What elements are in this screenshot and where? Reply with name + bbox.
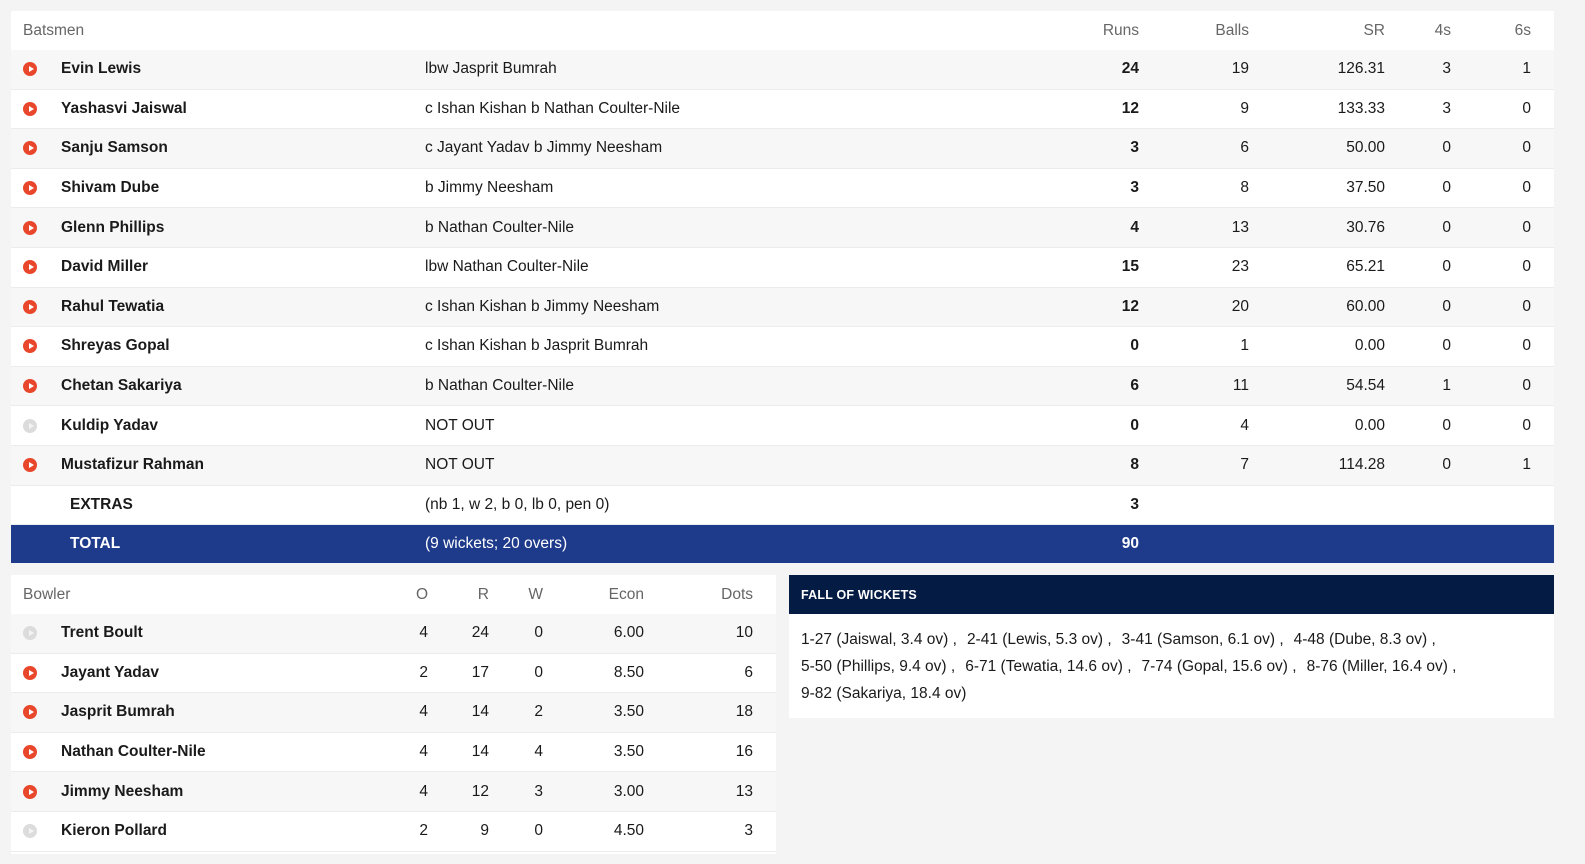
- batsman-strike-rate: 30.76: [1346, 218, 1385, 236]
- batsman-name: Shreyas Gopal: [61, 337, 170, 355]
- bowler-dots: 10: [735, 624, 753, 642]
- batsman-sixes: 0: [1522, 139, 1531, 157]
- batsman-runs: 12: [1121, 99, 1139, 117]
- batsman-balls: 11: [1232, 377, 1249, 395]
- bowler-overs: 4: [419, 782, 428, 800]
- batsman-balls: 7: [1240, 456, 1249, 474]
- batting-header-sr: SR: [1363, 21, 1385, 39]
- bowler-overs: 2: [419, 822, 428, 840]
- batsman-balls: 8: [1240, 179, 1249, 197]
- batsman-strike-rate: 133.33: [1337, 99, 1385, 117]
- dismissal-text: lbw Nathan Coulter-Nile: [425, 258, 589, 276]
- bowler-dots: 6: [744, 663, 753, 681]
- bowling-scorecard: [11, 575, 776, 854]
- batsman-name: Chetan Sakariya: [61, 377, 182, 395]
- bowler-row: [11, 614, 776, 654]
- batsman-row: [11, 406, 1554, 446]
- bowler-wickets: 3: [534, 782, 543, 800]
- bowler-wickets: 2: [534, 703, 543, 721]
- dismissal-text: NOT OUT: [425, 456, 495, 474]
- wicket-entry: 2-41 (Lewis, 5.3 ov) ,: [966, 631, 1112, 648]
- batsman-balls: 4: [1240, 416, 1249, 434]
- play-icon-disabled: [23, 419, 37, 433]
- wicket-entry: 6-71 (Tewatia, 14.6 ov) ,: [965, 658, 1132, 675]
- batsman-fours: 0: [1442, 139, 1451, 157]
- batsman-runs: 0: [1130, 337, 1139, 355]
- dismissal-text: b Jimmy Neesham: [425, 179, 554, 197]
- wicket-entry: 7-74 (Gopal, 15.6 ov) ,: [1141, 658, 1297, 675]
- bowler-dots: 3: [744, 822, 753, 840]
- batsman-name: Yashasvi Jaiswal: [61, 99, 187, 117]
- batsman-sixes: 0: [1522, 179, 1531, 197]
- batsman-row: [11, 288, 1554, 328]
- dismissal-text: lbw Jasprit Bumrah: [425, 60, 557, 78]
- play-icon[interactable]: [23, 62, 37, 76]
- batsman-name: Shivam Dube: [61, 179, 160, 197]
- dismissal-text: c Ishan Kishan b Nathan Coulter-Nile: [425, 99, 681, 117]
- bowler-name: Nathan Coulter-Nile: [61, 743, 206, 761]
- bowler-runs: 24: [471, 624, 489, 642]
- bowler-row: [11, 654, 776, 694]
- batsman-row: [11, 129, 1554, 169]
- total-runs: 90: [1121, 535, 1139, 553]
- batsman-runs: 12: [1121, 297, 1139, 315]
- batsman-row: [11, 50, 1554, 90]
- bowler-name: Kieron Pollard: [61, 822, 167, 840]
- play-icon[interactable]: [23, 705, 37, 719]
- batsman-name: Evin Lewis: [61, 60, 142, 78]
- extras-row: [11, 486, 1554, 526]
- bowler-dots: 13: [735, 782, 753, 800]
- bowler-wickets: 0: [534, 624, 543, 642]
- dismissal-text: c Ishan Kishan b Jimmy Neesham: [425, 297, 660, 315]
- batsman-row: [11, 169, 1554, 209]
- batting-header-balls: Balls: [1215, 21, 1249, 39]
- batsman-name: Glenn Phillips: [61, 218, 165, 236]
- bowler-row: [11, 733, 776, 773]
- batsman-fours: 0: [1442, 456, 1451, 474]
- bowler-runs: 14: [471, 743, 489, 761]
- batsman-row: [11, 367, 1554, 407]
- batting-header-player: Batsmen: [23, 21, 85, 39]
- batsman-sixes: 0: [1522, 337, 1531, 355]
- batsman-fours: 3: [1442, 99, 1451, 117]
- total-label: TOTAL: [70, 535, 121, 553]
- batsman-row: [11, 208, 1554, 248]
- extras-label: EXTRAS: [70, 495, 133, 513]
- batsman-strike-rate: 37.50: [1346, 179, 1385, 197]
- bowler-overs: 2: [419, 663, 428, 681]
- batsman-strike-rate: 126.31: [1337, 60, 1385, 78]
- batsman-sixes: 0: [1522, 99, 1531, 117]
- batsman-row: [11, 327, 1554, 367]
- batsman-fours: 1: [1442, 377, 1451, 395]
- fall-of-wickets-list: [789, 614, 1554, 707]
- total-detail: (9 wickets; 20 overs): [425, 535, 568, 553]
- batsman-runs: 4: [1130, 218, 1139, 236]
- bowling-header-row: [11, 575, 776, 614]
- batsman-strike-rate: 114.28: [1338, 456, 1385, 474]
- wicket-entry: 8-76 (Miller, 16.4 ov) ,: [1306, 658, 1457, 675]
- bowler-economy: 3.50: [613, 743, 644, 761]
- bowling-header-player: Bowler: [23, 585, 71, 603]
- bowler-overs: 4: [419, 703, 428, 721]
- batsman-sixes: 1: [1522, 60, 1531, 78]
- bowling-header-dots: Dots: [721, 585, 753, 603]
- dismissal-text: NOT OUT: [425, 416, 495, 434]
- bowler-wickets: 0: [534, 663, 543, 681]
- bowling-header-runs: R: [477, 585, 489, 603]
- bowler-economy: 4.50: [613, 822, 644, 840]
- batsman-sixes: 0: [1522, 416, 1531, 434]
- bowler-dots: 16: [735, 743, 753, 761]
- wicket-entry: 1-27 (Jaiswal, 3.4 ov) ,: [801, 631, 957, 648]
- bowler-economy: 3.50: [613, 703, 644, 721]
- play-icon[interactable]: [23, 260, 37, 274]
- batsman-runs: 24: [1121, 60, 1139, 78]
- total-row: [11, 525, 1554, 563]
- play-icon[interactable]: [23, 666, 37, 680]
- bowler-dots: 18: [735, 703, 753, 721]
- bowler-row: [11, 772, 776, 812]
- fall-of-wickets-line: [801, 653, 1544, 680]
- batsman-runs: 6: [1130, 377, 1139, 395]
- bowling-header-overs: O: [415, 585, 428, 603]
- play-icon[interactable]: [23, 300, 37, 314]
- batsman-name: David Miller: [61, 258, 148, 276]
- batsman-strike-rate: 0.00: [1354, 337, 1385, 355]
- play-icon[interactable]: [23, 379, 37, 393]
- bowling-header-econ: Econ: [608, 585, 644, 603]
- fall-of-wickets-line: [801, 626, 1544, 653]
- fall-of-wickets-panel: [789, 575, 1554, 718]
- batsman-strike-rate: 65.21: [1346, 258, 1385, 276]
- batsman-strike-rate: 60.00: [1346, 297, 1385, 315]
- extras-detail: (nb 1, w 2, b 0, lb 0, pen 0): [425, 495, 610, 513]
- bowler-name: Jimmy Neesham: [61, 782, 184, 800]
- bowler-overs: 4: [419, 743, 428, 761]
- batting-header-runs: Runs: [1102, 21, 1139, 39]
- batsman-sixes: 0: [1522, 218, 1531, 236]
- bowler-name: Jayant Yadav: [61, 663, 159, 681]
- extras-runs: 3: [1130, 495, 1139, 513]
- play-icon-disabled: [23, 626, 37, 640]
- bowler-runs: 12: [471, 782, 489, 800]
- batsman-strike-rate: 0.00: [1354, 416, 1385, 434]
- bowling-header-wickets: W: [528, 585, 543, 603]
- batsman-fours: 3: [1442, 60, 1451, 78]
- batsman-name: Sanju Samson: [61, 139, 168, 157]
- play-icon-disabled: [23, 824, 37, 838]
- bowler-name: Trent Boult: [61, 624, 143, 642]
- play-icon[interactable]: [23, 102, 37, 116]
- batsman-name: Rahul Tewatia: [61, 297, 165, 315]
- fall-of-wickets-title: FALL OF WICKETS: [789, 575, 1554, 614]
- play-icon[interactable]: [23, 141, 37, 155]
- batting-header-row: [11, 11, 1554, 50]
- batsman-sixes: 0: [1522, 297, 1531, 315]
- play-icon[interactable]: [23, 458, 37, 472]
- bowler-overs: 4: [419, 624, 428, 642]
- batsman-fours: 0: [1442, 258, 1451, 276]
- batsman-fours: 0: [1442, 297, 1451, 315]
- batsman-fours: 0: [1442, 337, 1451, 355]
- batsman-balls: 6: [1240, 139, 1249, 157]
- batsman-runs: 0: [1130, 416, 1139, 434]
- bowler-economy: 8.50: [613, 663, 644, 681]
- play-icon[interactable]: [23, 745, 37, 759]
- batsman-balls: 19: [1231, 60, 1249, 78]
- play-icon[interactable]: [23, 339, 37, 353]
- bowler-economy: 3.00: [613, 782, 644, 800]
- dismissal-text: b Nathan Coulter-Nile: [425, 377, 575, 395]
- bowler-wickets: 4: [534, 743, 543, 761]
- dismissal-text: c Ishan Kishan b Jasprit Bumrah: [425, 337, 649, 355]
- batsman-runs: 3: [1130, 139, 1139, 157]
- bowler-row: [11, 812, 776, 852]
- batsman-name: Mustafizur Rahman: [61, 456, 204, 474]
- batting-header-4s: 4s: [1434, 21, 1451, 39]
- bowler-wickets: 0: [534, 822, 543, 840]
- fall-of-wickets-line: [801, 680, 1544, 707]
- wicket-entry: 5-50 (Phillips, 9.4 ov) ,: [801, 658, 956, 675]
- batsman-strike-rate: 50.00: [1346, 139, 1385, 157]
- batsman-balls: 1: [1240, 337, 1249, 355]
- wicket-entry: 4-48 (Dube, 8.3 ov) ,: [1293, 631, 1436, 648]
- batsman-balls: 9: [1240, 99, 1249, 117]
- play-icon[interactable]: [23, 785, 37, 799]
- batsman-sixes: 1: [1522, 456, 1531, 474]
- batting-header-6s: 6s: [1514, 21, 1531, 39]
- batsman-row: [11, 90, 1554, 130]
- play-icon[interactable]: [23, 221, 37, 235]
- batsman-sixes: 0: [1522, 377, 1531, 395]
- batsman-fours: 0: [1442, 416, 1451, 434]
- play-icon[interactable]: [23, 181, 37, 195]
- batsman-balls: 13: [1231, 218, 1249, 236]
- bowler-runs: 14: [471, 703, 489, 721]
- batsman-row: [11, 446, 1554, 486]
- bowler-runs: 17: [471, 663, 489, 681]
- wicket-entry: 3-41 (Samson, 6.1 ov) ,: [1121, 631, 1284, 648]
- batsman-balls: 23: [1231, 258, 1249, 276]
- batsman-runs: 3: [1130, 179, 1139, 197]
- batsman-strike-rate: 54.54: [1346, 377, 1385, 395]
- batsman-balls: 20: [1231, 297, 1249, 315]
- dismissal-text: b Nathan Coulter-Nile: [425, 218, 575, 236]
- batsman-fours: 0: [1442, 218, 1451, 236]
- batting-scorecard: [11, 11, 1554, 563]
- wicket-entry: 9-82 (Sakariya, 18.4 ov): [801, 685, 967, 702]
- bowler-runs: 9: [480, 822, 489, 840]
- batsman-sixes: 0: [1522, 258, 1531, 276]
- dismissal-text: c Jayant Yadav b Jimmy Neesham: [425, 139, 663, 157]
- batsman-row: [11, 248, 1554, 288]
- batsman-runs: 8: [1130, 456, 1139, 474]
- bowler-name: Jasprit Bumrah: [61, 703, 175, 721]
- batsman-fours: 0: [1442, 179, 1451, 197]
- bowler-row: [11, 693, 776, 733]
- batsman-runs: 15: [1121, 258, 1139, 276]
- bowler-economy: 6.00: [613, 624, 644, 642]
- batsman-name: Kuldip Yadav: [61, 416, 159, 434]
